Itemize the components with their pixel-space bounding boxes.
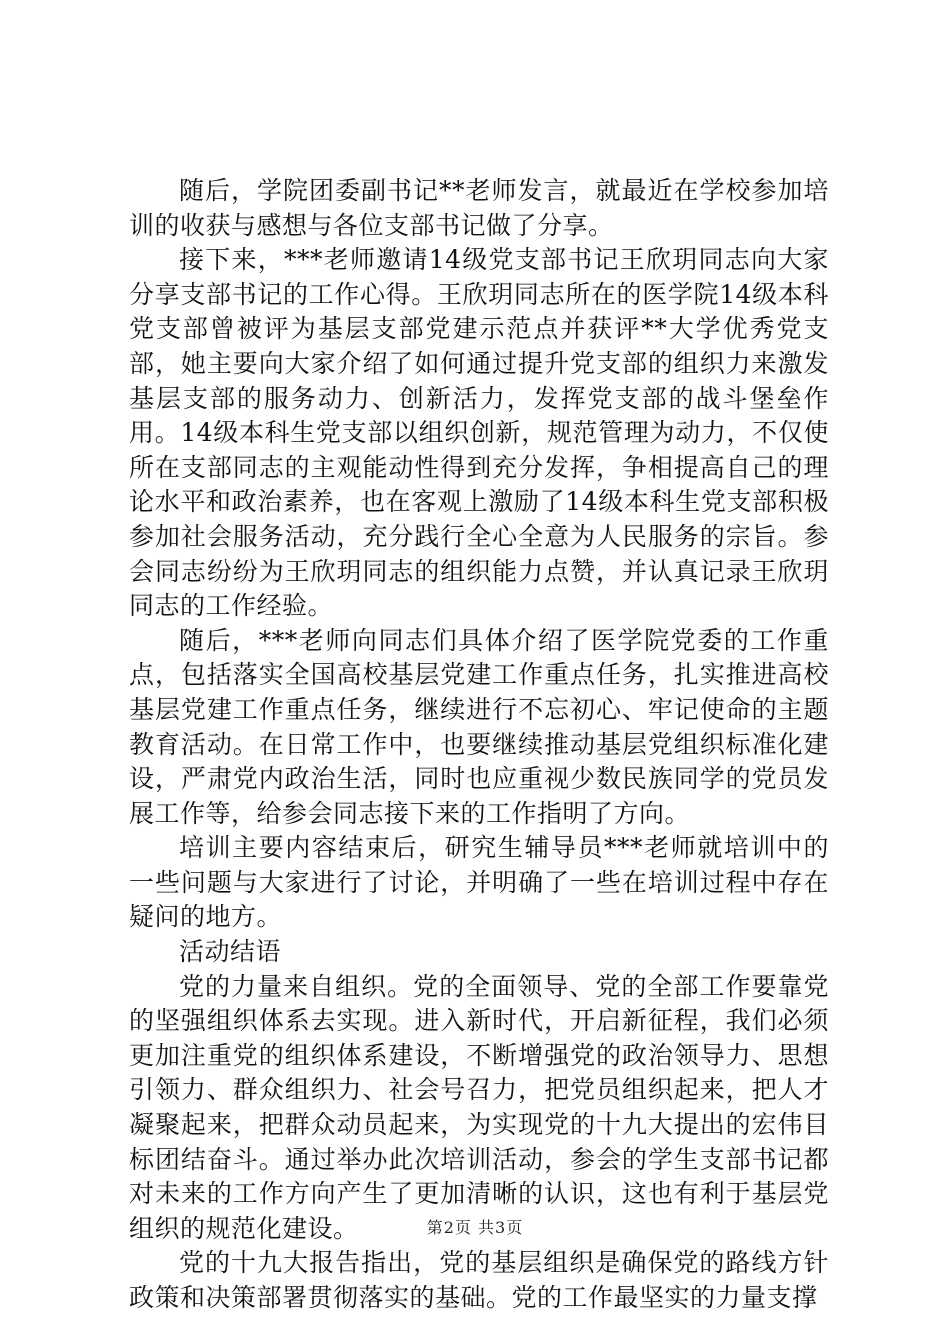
page-footer: 第2页 共3页	[426, 1218, 524, 1237]
body-paragraph: 接下来，***老师邀请14级党支部书记王欣玥同志向大家分享支部书记的工作心得。王欣玥同志所在的医学院14级本科党支部曾被评为基层支部党建示范点并获评**大学优秀党支部，她主要向大家介绍了如何通过提升党支部的组织力来激发基层支部的服务动力、创新活力，发挥党支部的战斗堡垒作用。14级本科生党支部以组织创新，规范管理为动力，不仅使所在支部同志的主观能动性得到充分发挥，争相提高自己的理论水平和政治素养，也在客观上激励了14级本科生党支部积极参加社会服务活动，充分践行全心全意为人民服务的宗旨。参会同志纷纷为王欣玥同志的组织能力点赞，并认真记录王欣玥同志的工作经验。	[129, 245, 829, 621]
section-heading: 活动结语	[179, 937, 282, 967]
body-paragraph: 党的十九大报告指出，党的基层组织是确保党的路线方针政策和决策部署贯彻落实的基础。党的工作最坚实的力量支撑	[129, 1248, 829, 1312]
body-paragraph: 随后，学院团委副书记**老师发言，就最近在学校参加培训的收获与感想与各位支部书记做了分享。	[129, 176, 829, 240]
body-paragraph: 培训主要内容结束后，研究生辅导员***老师就培训中的一些问题与大家进行了讨论，并明确了一些在培训过程中存在疑问的地方。	[129, 833, 829, 932]
document-body	[129, 174, 829, 1316]
body-paragraph: 随后，***老师向同志们具体介绍了医学院党委的工作重点，包括落实全国高校基层党建工作重点任务，扎实推进高校基层党建工作重点任务，继续进行不忘初心、牢记使命的主题教育活动。在日常工作中，也要继续推动基层党组织标准化建设，严肃党内政治生活，同时也应重视少数民族同学的党员发展工作等，给参会同志接下来的工作指明了方向。	[129, 625, 829, 828]
body-paragraph: 党的力量来自组织。党的全面领导、党的全部工作要靠党的坚强组织体系去实现。进入新时代，开启新征程，我们必须更加注重党的组织体系建设，不断增强党的政治领导力、思想引领力、群众组织力、社会号召力，把党员组织起来，把人才凝聚起来，把群众动员起来，为实现党的十九大提出的宏伟目标团结奋斗。通过举办此次培训活动，参会的学生支部书记都对未来的工作方向产生了更加清晰的认识，这也有利于基层党组织的规范化建设。	[129, 971, 829, 1243]
